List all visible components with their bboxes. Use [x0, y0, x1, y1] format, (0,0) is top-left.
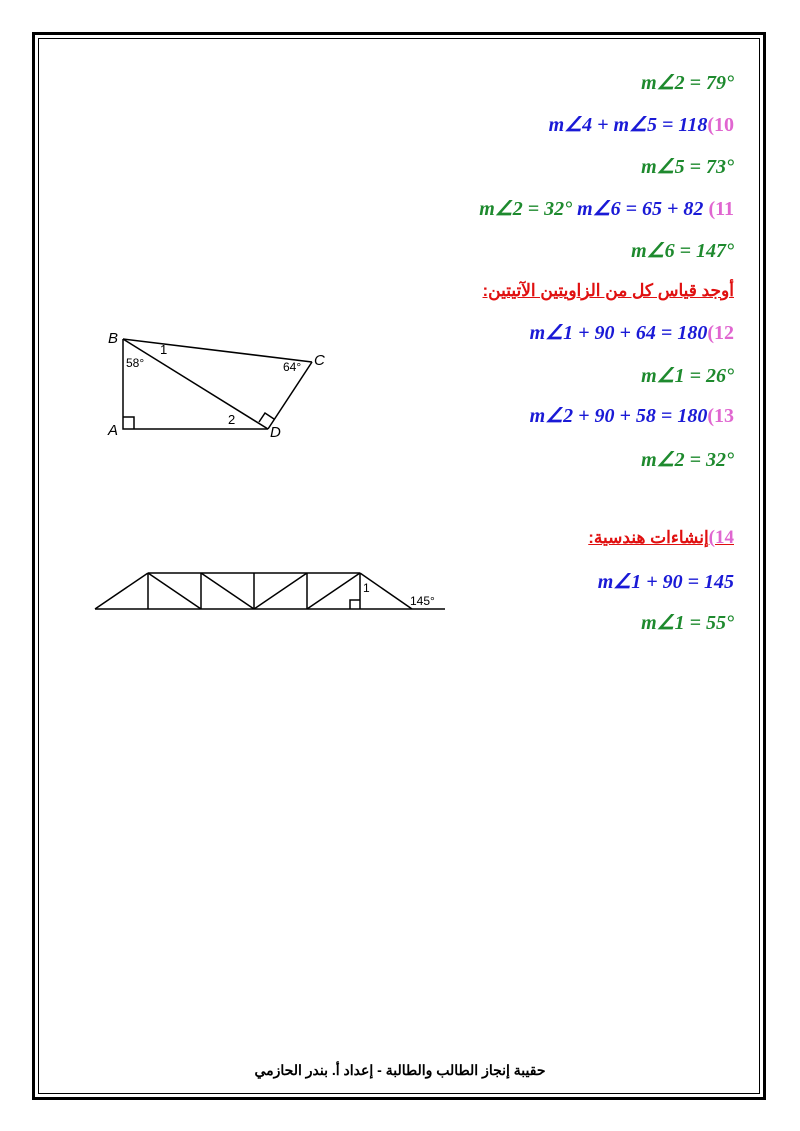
eq-text: m∠5 = 73°	[641, 156, 734, 178]
diagonal-3	[254, 573, 307, 609]
eq-text: m∠1 + 90 + 64 = 180	[529, 322, 708, 344]
eq-text: m∠2 = 32°	[641, 449, 734, 471]
label-c: C	[314, 352, 325, 369]
eq-m1-26	[641, 363, 734, 388]
eq-text: m∠1 = 26°	[641, 365, 734, 387]
right-angle-mark	[350, 600, 360, 609]
problem-number: (10	[707, 114, 734, 136]
eq-extra: m∠2 = 32°	[479, 198, 573, 220]
label-d: D	[270, 424, 281, 441]
eq-13	[530, 403, 734, 428]
angle-145-label: 145°	[410, 594, 435, 608]
eq-10	[549, 112, 734, 137]
line-bc	[123, 339, 312, 362]
label-a: A	[108, 422, 119, 439]
problem-number: (13	[707, 405, 734, 427]
diagonal-4	[307, 573, 360, 609]
eq-text: m∠6 = 65 + 82	[577, 198, 704, 220]
eq-m2-32	[641, 447, 734, 472]
diagonal-2	[201, 573, 254, 609]
angle-b-label: 58°	[126, 356, 145, 370]
heading-find-angles: أوجد قياس كل من الزاويتين الآتيتين:	[482, 281, 734, 300]
eq-text: m∠1 = 55°	[641, 612, 734, 634]
eq-text: m∠2 = 79°	[641, 72, 734, 94]
line-bd	[123, 339, 268, 429]
heading-section-14	[588, 527, 734, 549]
angle-1-label: 1	[363, 581, 370, 595]
footer-text: حقيبة إنجاز الطالب والطالبة - إعداد أ. بندر الحازمي	[254, 1062, 546, 1078]
problem-number: (12	[707, 322, 734, 344]
left-slope	[95, 573, 148, 609]
problem-number: 14)	[708, 527, 734, 548]
eq-m5-73	[641, 154, 734, 179]
eq-text: m∠2 + 90 + 58 = 180	[529, 405, 708, 427]
section-title: إنشاءات هندسية:	[588, 528, 709, 547]
eq-text: m∠4 + m∠5 = 118	[548, 114, 708, 136]
eq-m2-79	[641, 70, 734, 95]
eq-text: m∠1 + 90 = 145	[597, 571, 734, 593]
eq-12	[530, 320, 734, 345]
angle-1-label: 1	[160, 342, 168, 357]
eq-11	[479, 196, 734, 221]
diagonal-1	[148, 573, 201, 609]
eq-m6-147	[631, 238, 734, 263]
angle-c-label: 64°	[283, 360, 302, 374]
angle-2-label: 2	[228, 412, 236, 427]
figure-truss	[90, 565, 450, 620]
eq-14a	[598, 569, 734, 594]
right-angle-d	[259, 413, 274, 422]
right-angle-a	[123, 417, 134, 429]
figure-quadrilateral	[100, 325, 340, 445]
eq-text: m∠6 = 147°	[631, 240, 734, 262]
eq-14b	[641, 610, 734, 635]
problem-number: (11	[708, 198, 734, 220]
label-b: B	[108, 330, 119, 347]
